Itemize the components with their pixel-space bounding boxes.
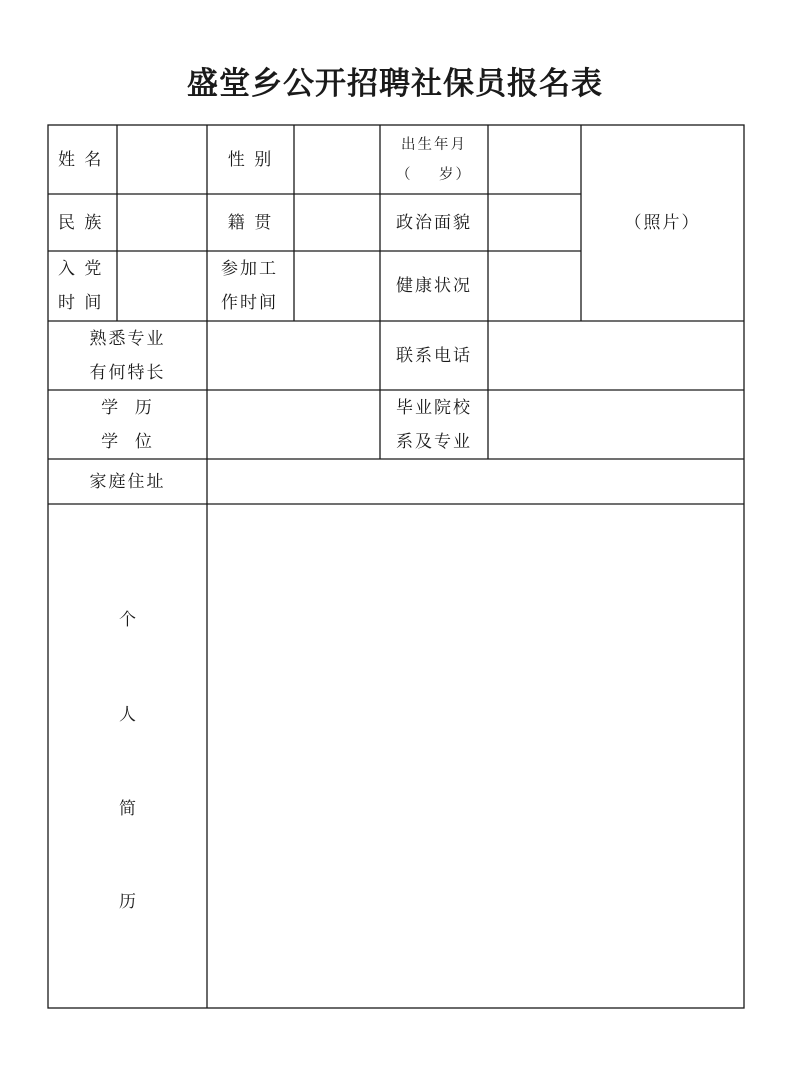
- photo-box[interactable]: [581, 125, 744, 321]
- gender-label: 性 别: [227, 149, 274, 170]
- ethnicity-label: 民 族: [58, 212, 104, 233]
- party-date-label: 入 党 时 间: [58, 259, 104, 313]
- specialty-field[interactable]: [207, 321, 380, 390]
- resume-char-3: 简: [119, 799, 136, 819]
- ethnicity-field[interactable]: [117, 194, 207, 251]
- birth-field[interactable]: [488, 125, 581, 194]
- specialty-label: 熟悉专业 有何特长: [89, 328, 166, 383]
- gender-field[interactable]: [294, 125, 380, 194]
- resume-char-2: 人: [119, 705, 136, 725]
- school-field[interactable]: [488, 390, 744, 459]
- health-label: 健康状况: [396, 276, 472, 296]
- address-label: 家庭住址: [89, 471, 166, 492]
- native-place-label: 籍 贯: [227, 212, 274, 233]
- political-status-label: 政治面貌: [396, 212, 472, 233]
- resume-char-4: 历: [119, 892, 136, 912]
- work-start-field[interactable]: [294, 251, 380, 321]
- party-date-field[interactable]: [117, 251, 207, 321]
- resume-char-1: 个: [119, 610, 136, 630]
- work-start-label: 参加工 作时间: [221, 259, 278, 313]
- native-place-field[interactable]: [294, 194, 380, 251]
- address-field[interactable]: [207, 459, 744, 504]
- name-label: 姓 名: [58, 149, 104, 170]
- resume-field[interactable]: [207, 504, 744, 1008]
- form-title: 盛堂乡公开招聘社保员报名表: [187, 66, 603, 102]
- school-label: 毕业院校 系及专业: [396, 397, 472, 452]
- phone-label: 联系电话: [396, 345, 472, 366]
- health-field[interactable]: [488, 251, 581, 321]
- education-field[interactable]: [207, 390, 380, 459]
- resume-label: [48, 505, 207, 1008]
- name-field[interactable]: [117, 125, 207, 194]
- political-status-field[interactable]: [488, 194, 581, 251]
- education-label: 学 历 学 位: [101, 397, 154, 452]
- photo-label: （照片）: [624, 213, 701, 233]
- phone-field[interactable]: [488, 321, 744, 390]
- birth-label: 出生年月 （ 岁）: [396, 136, 472, 183]
